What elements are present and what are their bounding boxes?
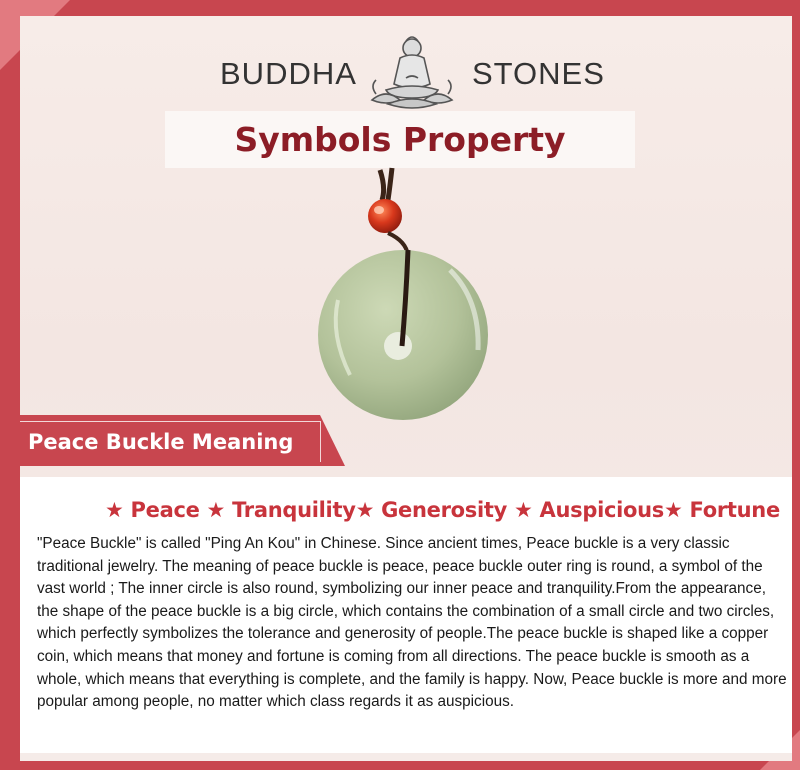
content-panel xyxy=(20,477,792,753)
section-heading-banner xyxy=(0,415,345,466)
buddha-icon xyxy=(366,34,458,110)
brand-logo xyxy=(220,34,605,110)
keyword-list: ★ Peace ★ Tranquility★ Generosity ★ Auspicious★ Fortune xyxy=(105,498,780,522)
section-heading: Peace Buckle Meaning xyxy=(28,430,294,454)
logo-word-right: STONES xyxy=(472,56,605,91)
description-text: "Peace Buckle" is called "Ping An Kou" in Chinese. Since ancient times, Peace buckle is a very classic traditional jewelry. The meaning of peace buckle is peace, peace buckle outer ring is round, a symbol of the vast world ; The inner circle is also round, symbolizing our inner peace and tranquility.From the appearance, the shape of the peace buckle is a big circle, which contains the combination of a small circle and two circles, which perfectly symbolizes the tolerance and generosity of people.The peace buckle is shaped like a copper coin, which means that money and fortune is coming from all directions. The peace buckle is smooth as a whole, which means that everything is complete, and the family is happy. Now, Peace buckle is more and more popular among people, no matter which class regards it as auspicious. xyxy=(37,535,787,711)
page-title: Symbols Property xyxy=(234,120,566,159)
logo-word-left: BUDDHA xyxy=(220,56,357,91)
